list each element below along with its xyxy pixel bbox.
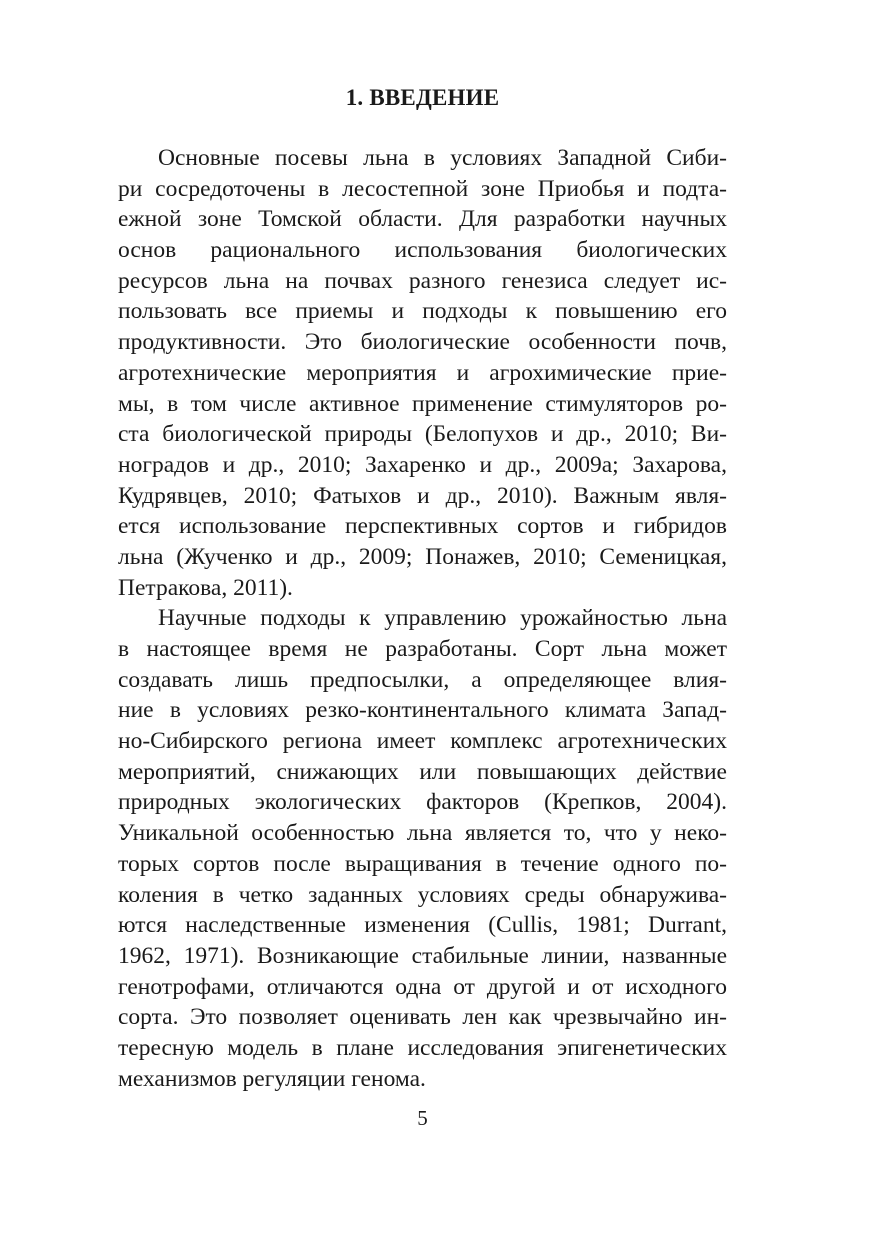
text-line: Основные посевы льна в условиях Западной Сиби- bbox=[158, 145, 727, 171]
text-line: сорта. Это позволяет оценивать лен как чрезвычайно ин- bbox=[118, 1004, 727, 1031]
paragraph-1 bbox=[118, 143, 727, 603]
text-line: ноградов и др., 2010; Захаренко и др., 2009а; Захарова, bbox=[118, 451, 727, 478]
text-line: мы, в том числе активное применение стимуляторов ро- bbox=[118, 390, 727, 417]
text-line: агротехнические мероприятия и агрохимические прие- bbox=[118, 359, 727, 386]
text-line: генотрофами, отличаются одна от другой и от исходного bbox=[118, 973, 727, 1000]
text-line: Петракова, 2011). bbox=[118, 574, 293, 601]
text-line: продуктивности. Это биологические особенности почв, bbox=[118, 329, 727, 356]
text-line: льна (Жученко и др., 2009; Понажев, 2010; Семеницкая, bbox=[118, 543, 727, 570]
text-line: но-Сибирского региона имеет комплекс агротехнических bbox=[118, 728, 727, 755]
text-line: создавать лишь предпосылки, а определяющее влия- bbox=[118, 666, 727, 693]
text-line: ются наследственные изменения (Cullis, 1981; Durrant, bbox=[118, 912, 727, 939]
text-line: ресурсов льна на почвах разного генезиса следует ис- bbox=[118, 267, 727, 294]
page-number: 5 bbox=[417, 1106, 428, 1130]
text-line: коления в четко заданных условиях среды обнаружива- bbox=[118, 881, 727, 908]
paragraph-2 bbox=[118, 603, 727, 1094]
text-line: Научные подходы к управлению урожайностью льна bbox=[158, 605, 727, 632]
text-line: мероприятий, снижающих или повышающих действие bbox=[118, 758, 727, 785]
text-line: ри сосредоточены в лесостепной зоне Приобья и подта- bbox=[118, 175, 727, 202]
text-line: тересную модель в плане исследования эпигенетических bbox=[118, 1034, 727, 1061]
text-line: ние в условиях резко-континентального климата Запад- bbox=[118, 697, 727, 724]
text-line: в настоящее время не разработаны. Сорт льна может bbox=[118, 636, 727, 662]
text-line: механизмов регуляции генома. bbox=[118, 1065, 426, 1092]
section-heading: 1. ВВЕДЕНИЕ bbox=[345, 85, 500, 110]
text-line: Уникальной особенностью льна является то, что у неко- bbox=[118, 820, 727, 847]
text-line: Кудрявцев, 2010; Фатыхов и др., 2010). Важным явля- bbox=[118, 482, 727, 509]
text-line: 1962, 1971). Возникающие стабильные линии, названные bbox=[118, 942, 727, 969]
text-line: ежной зоне Томской области. Для разработки научных bbox=[118, 206, 727, 233]
text-line: ста биологической природы (Белопухов и др., 2010; Ви- bbox=[118, 421, 727, 448]
text-line: пользовать все приемы и подходы к повышению его bbox=[118, 298, 727, 325]
text-line: ется использование перспективных сортов и гибридов bbox=[118, 513, 727, 540]
text-line: природных экологических факторов (Крепков, 2004). bbox=[118, 789, 727, 816]
text-line: основ рационального использования биологических bbox=[118, 237, 727, 264]
text-line: торых сортов после выращивания в течение одного по- bbox=[118, 850, 727, 877]
body-text bbox=[118, 143, 727, 1094]
